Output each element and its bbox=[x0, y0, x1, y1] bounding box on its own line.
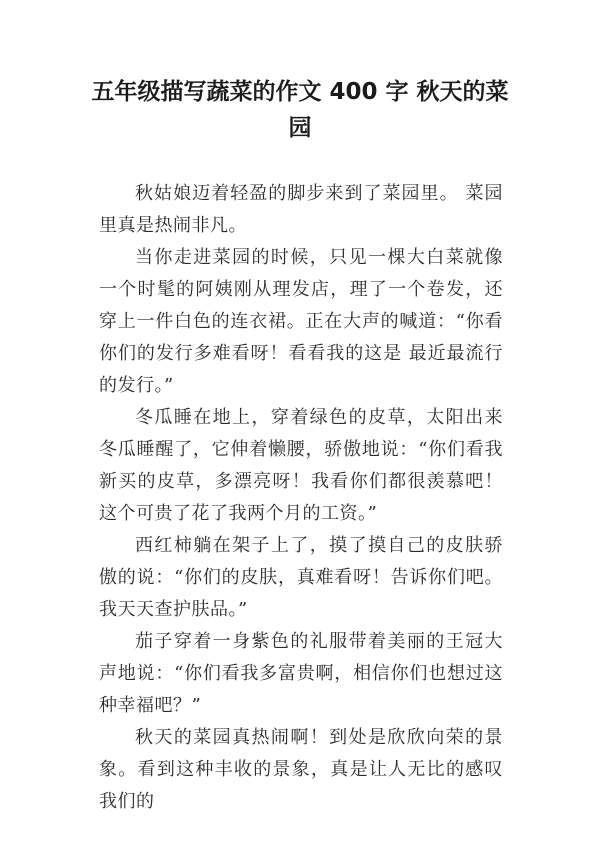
paragraph: 冬瓜睡在地上，穿着绿色的皮草，太阳出来冬瓜睡醒了，它伸着懒腰，骄傲地说：“你们看我新买的皮草，多漂亮呀！我看你们都很羡慕吧！这个可贵了花了我两个月的工资。” bbox=[99, 407, 503, 524]
document-body bbox=[99, 178, 503, 818]
paragraph: 秋姑娘迈着轻盈的脚步来到了菜园里。 菜园里真是热闹非凡。 bbox=[99, 183, 503, 236]
paragraph: 当你走进菜园的时候，只见一棵大白菜就像一个时髦的阿姨刚从理发店，理了一个卷发，还穿上一件白色的连衣裙。正在大声的喊道：“你看你们的发行多难看呀！看看我的这是 最近最流行的发行。” bbox=[99, 247, 503, 396]
document-title: 五年级描写蔬菜的作文 400 字 秋天的菜园 bbox=[91, 79, 509, 141]
paragraph: 茄子穿着一身紫色的礼服带着美丽的王冠大声地说：“你们看我多富贵啊，相信你们也想过这种幸福吧？” bbox=[99, 631, 503, 716]
paragraph: 西红柿躺在架子上了，摸了摸自己的皮肤骄傲的说：“你们的皮肤，真难看呀！告诉你们吧。我天天查护肤品。” bbox=[99, 535, 503, 620]
paragraph: 秋天的菜园真热闹啊！到处是欣欣向荣的景象。看到这种丰收的景象，真是让人无比的感叹我们的 bbox=[99, 727, 503, 812]
